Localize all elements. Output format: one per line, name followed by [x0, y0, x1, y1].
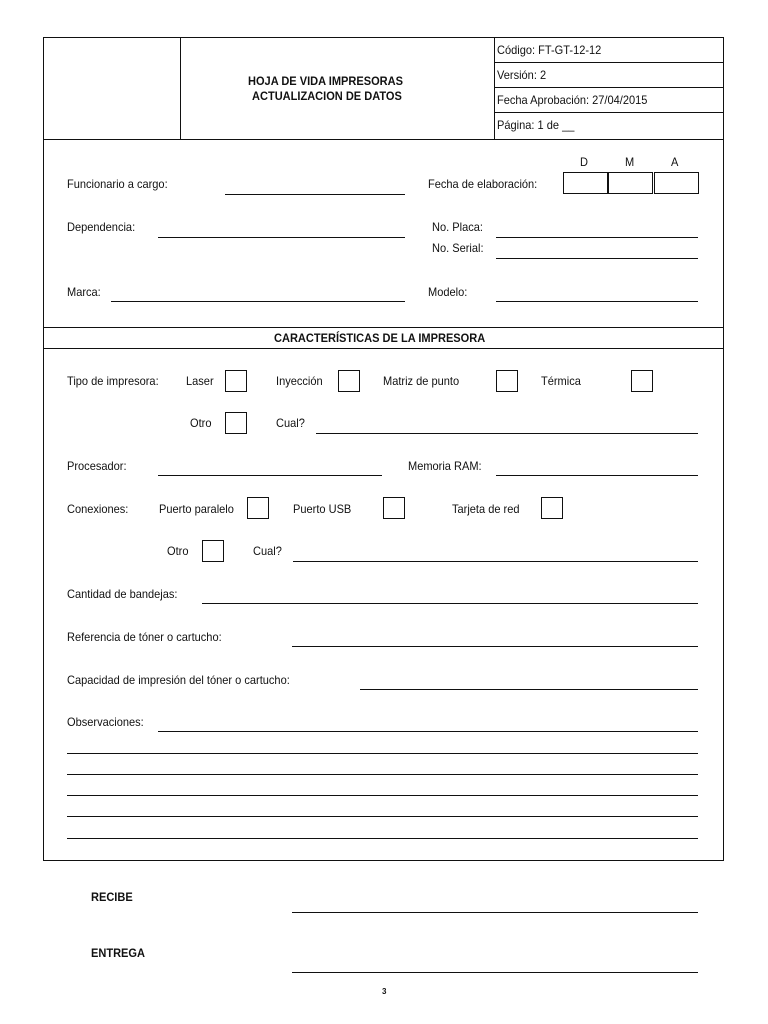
- serial-field[interactable]: [496, 258, 698, 259]
- day-label: D: [580, 155, 588, 169]
- otro-tipo-checkbox[interactable]: [225, 412, 247, 434]
- procesador-label: Procesador:: [67, 459, 127, 473]
- approval-date-text: Fecha Aprobación: 27/04/2015: [497, 93, 648, 107]
- bandejas-field[interactable]: [202, 603, 698, 604]
- page-text: Página: 1 de __: [497, 118, 575, 132]
- procesador-field[interactable]: [158, 475, 382, 476]
- termica-checkbox[interactable]: [631, 370, 653, 392]
- usb-checkbox[interactable]: [383, 497, 405, 519]
- fecha-elaboracion-label: Fecha de elaboración:: [428, 177, 538, 191]
- month-label: M: [625, 155, 635, 169]
- capacidad-field[interactable]: [360, 689, 698, 690]
- serial-label: No. Serial:: [432, 241, 484, 255]
- marca-label: Marca:: [67, 285, 101, 299]
- memoria-field[interactable]: [496, 475, 698, 476]
- form-title: HOJA DE VIDA IMPRESORAS: [248, 74, 403, 88]
- section-divider: [43, 348, 724, 349]
- recibe-label: RECIBE: [91, 890, 133, 904]
- termica-label: Térmica: [541, 374, 581, 388]
- observaciones-line[interactable]: [67, 795, 698, 796]
- cual-conexion-label: Cual?: [253, 544, 282, 558]
- paralelo-label: Puerto paralelo: [159, 502, 234, 516]
- bandejas-label: Cantidad de bandejas:: [67, 587, 178, 601]
- dependencia-label: Dependencia:: [67, 220, 136, 234]
- observaciones-line[interactable]: [67, 838, 698, 839]
- code-cell: [494, 38, 724, 63]
- year-label: A: [671, 155, 679, 169]
- paralelo-checkbox[interactable]: [247, 497, 269, 519]
- approval-date-cell: [494, 88, 724, 113]
- dependencia-field[interactable]: [158, 237, 405, 238]
- day-box[interactable]: [563, 172, 608, 194]
- referencia-label: Referencia de tóner o cartucho:: [67, 630, 222, 644]
- funcionario-field[interactable]: [225, 194, 405, 195]
- inyeccion-label: Inyección: [276, 374, 323, 388]
- entrega-signature-line[interactable]: [292, 972, 698, 973]
- modelo-field[interactable]: [496, 301, 698, 302]
- otro-tipo-label: Otro: [190, 416, 212, 430]
- modelo-label: Modelo:: [428, 285, 468, 299]
- version-cell: [494, 63, 724, 88]
- page-number: 3: [382, 987, 387, 996]
- conexiones-label: Conexiones:: [67, 502, 129, 516]
- header-divider: [180, 38, 181, 139]
- observaciones-field[interactable]: [158, 731, 698, 732]
- laser-checkbox[interactable]: [225, 370, 247, 392]
- section-divider: [43, 327, 724, 328]
- funcionario-label: Funcionario a cargo:: [67, 177, 168, 191]
- capacidad-label: Capacidad de impresión del tóner o cartucho:: [67, 673, 290, 687]
- laser-label: Laser: [186, 374, 214, 388]
- placa-label: No. Placa:: [432, 220, 483, 234]
- matriz-label: Matriz de punto: [383, 374, 460, 388]
- version-text: Versión: 2: [497, 68, 547, 82]
- observaciones-line[interactable]: [67, 774, 698, 775]
- placa-field[interactable]: [496, 237, 698, 238]
- observaciones-label: Observaciones:: [67, 715, 144, 729]
- inyeccion-checkbox[interactable]: [338, 370, 360, 392]
- memoria-label: Memoria RAM:: [408, 459, 482, 473]
- cual-tipo-field[interactable]: [316, 433, 698, 434]
- tipo-impresora-label: Tipo de impresora:: [67, 374, 159, 388]
- year-box[interactable]: [654, 172, 699, 194]
- referencia-field[interactable]: [292, 646, 698, 647]
- otro-conexion-checkbox[interactable]: [202, 540, 224, 562]
- red-checkbox[interactable]: [541, 497, 563, 519]
- cual-tipo-label: Cual?: [276, 416, 305, 430]
- recibe-signature-line[interactable]: [292, 912, 698, 913]
- code-text: Código: FT-GT-12-12: [497, 43, 602, 57]
- otro-conexion-label: Otro: [167, 544, 189, 558]
- cual-conexion-field[interactable]: [293, 561, 698, 562]
- entrega-label: ENTREGA: [91, 946, 145, 960]
- observaciones-line[interactable]: [67, 816, 698, 817]
- red-label: Tarjeta de red: [452, 502, 520, 516]
- usb-label: Puerto USB: [293, 502, 352, 516]
- form-header: [43, 37, 724, 140]
- matriz-checkbox[interactable]: [496, 370, 518, 392]
- form-subtitle: ACTUALIZACION DE DATOS: [252, 89, 402, 103]
- section-title: CARACTERÍSTICAS DE LA IMPRESORA: [274, 331, 486, 345]
- marca-field[interactable]: [111, 301, 405, 302]
- page-cell: [494, 113, 724, 138]
- observaciones-line[interactable]: [67, 753, 698, 754]
- month-box[interactable]: [608, 172, 653, 194]
